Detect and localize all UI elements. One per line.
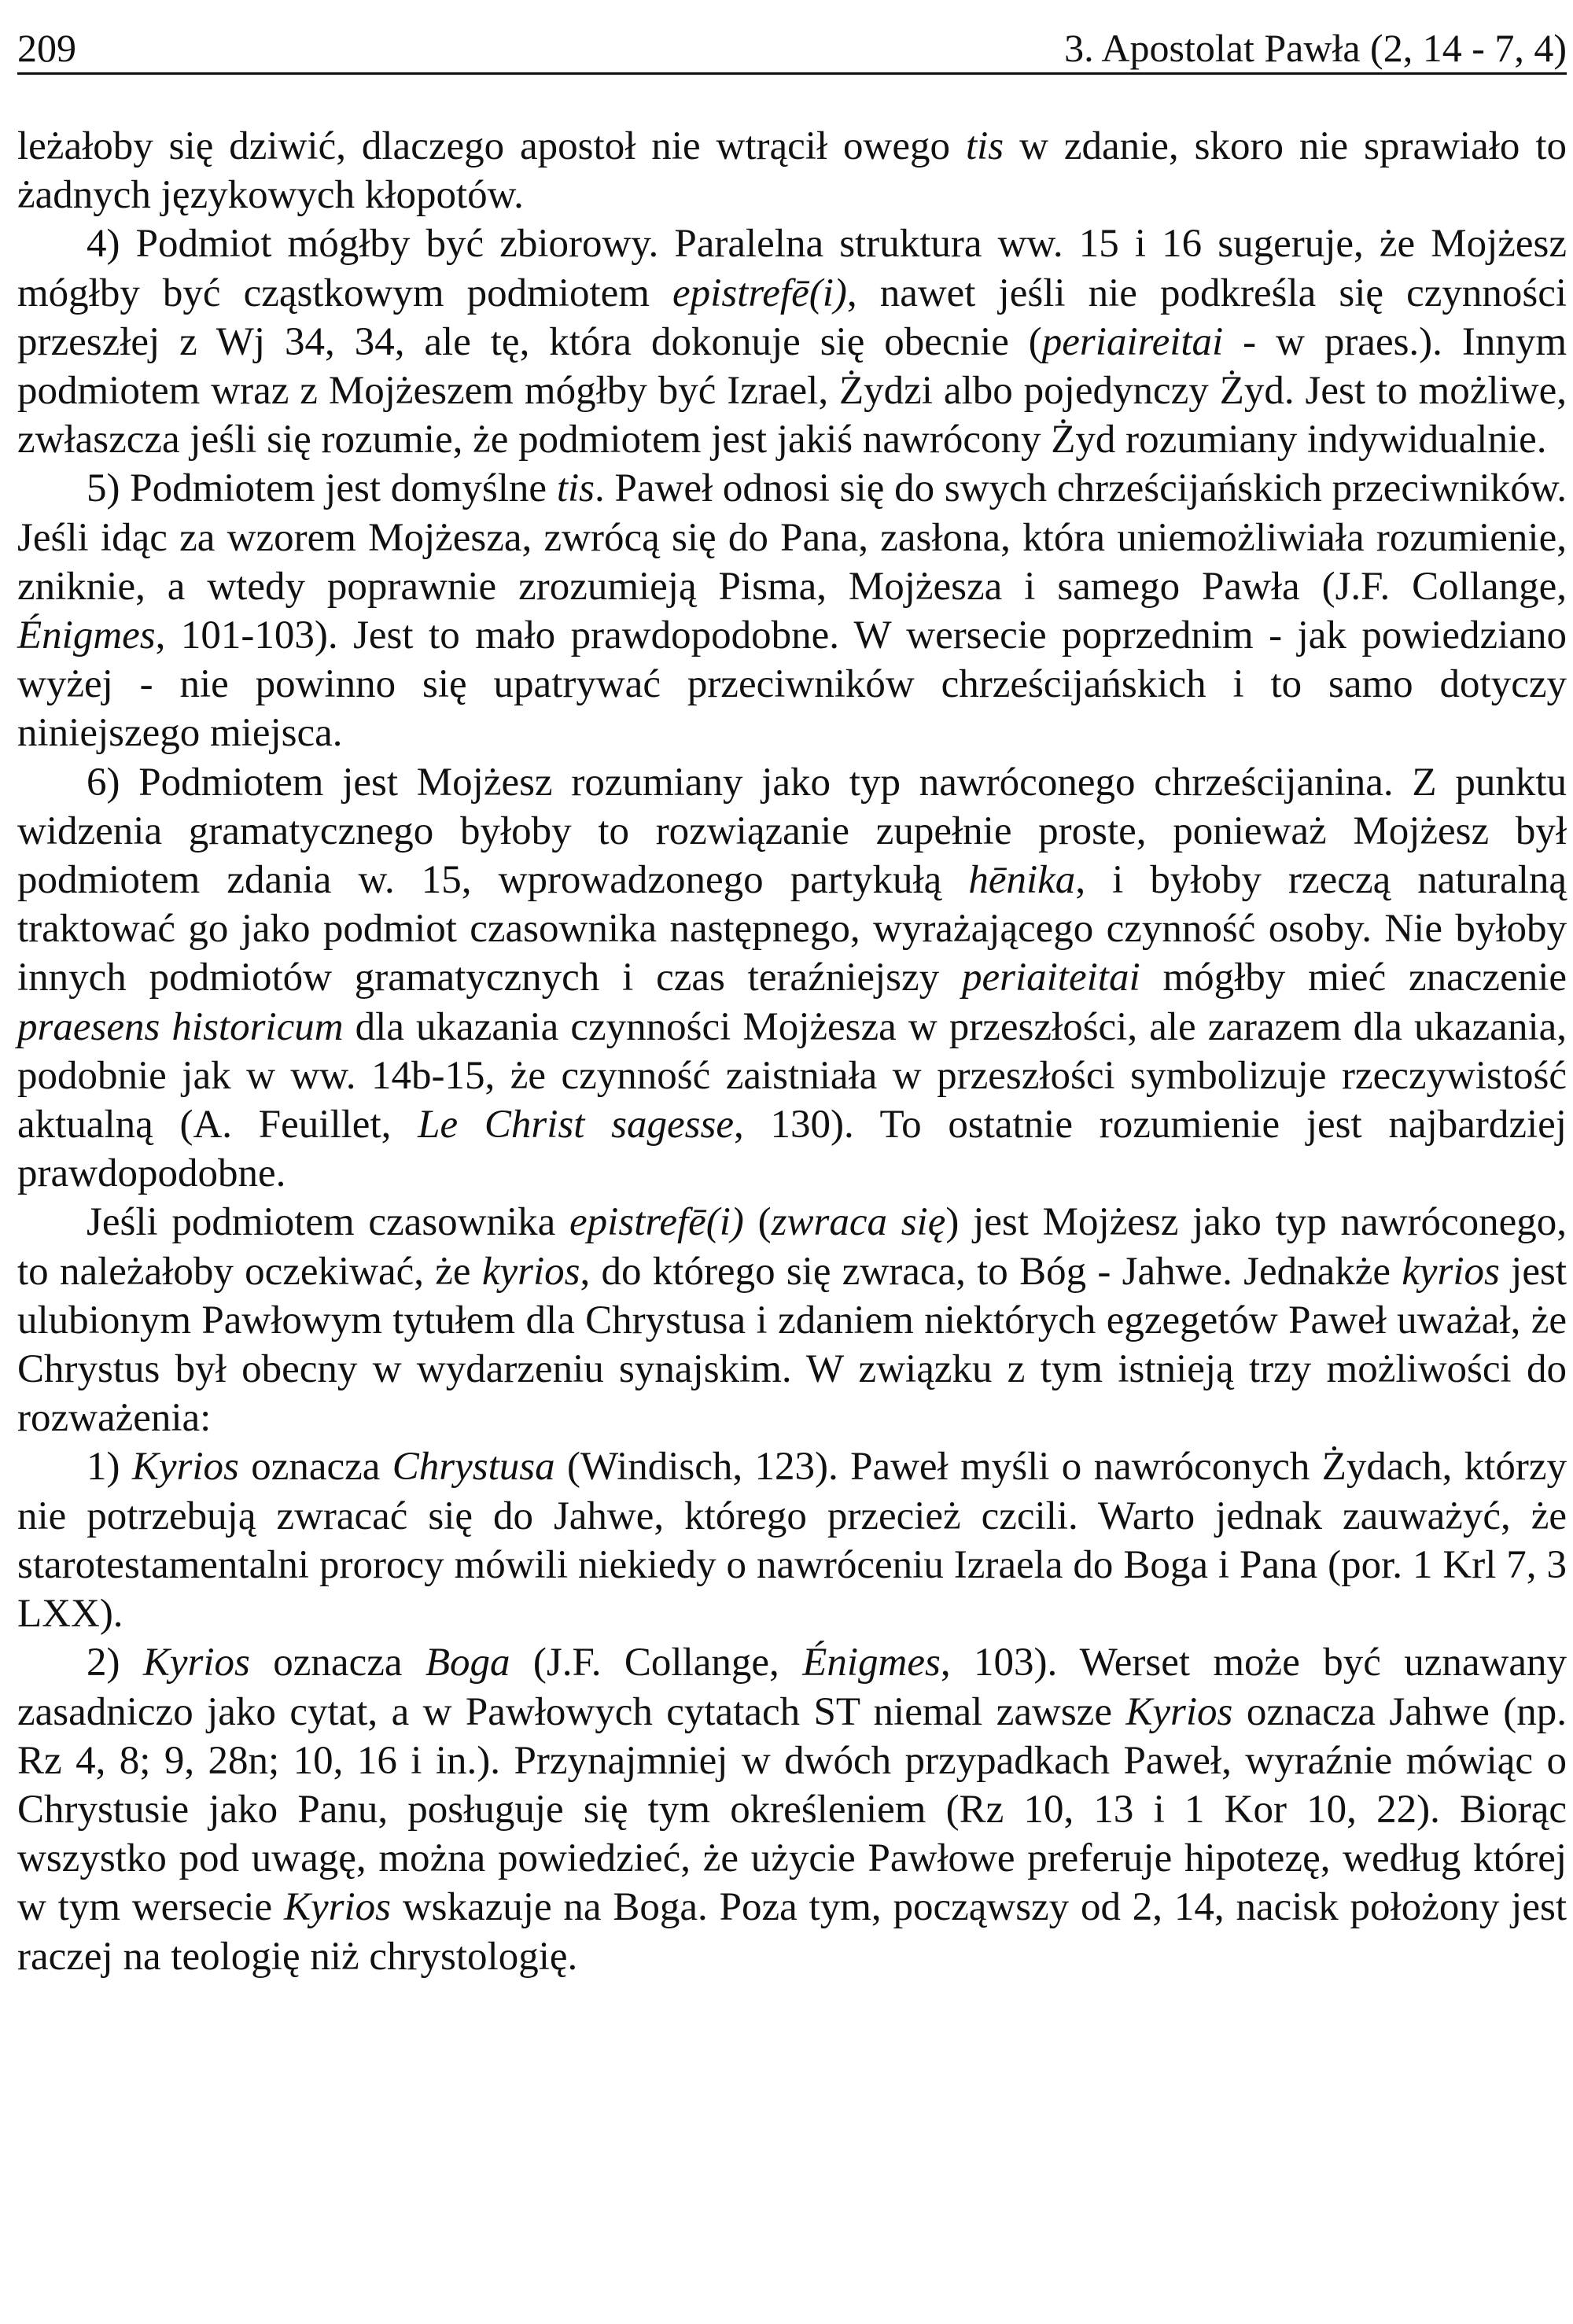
text-run: 2) — [87, 1641, 143, 1685]
text-run: , 103). Werset może być uznawany zasadniczo jako cytat, a w Pawłowych cytatach ST niemal zawsze — [17, 1641, 1567, 1734]
italic-term: Kyrios — [131, 1445, 239, 1490]
document-page — [17, 0, 1567, 2324]
text-run: ) jest Mojżesz jako typ nawróconego, to należałoby oczekiwać, że — [17, 1200, 1567, 1294]
text-run: dla ukazania czynności Mojżesza w przeszłości, ale zarazem dla ukazania, podobnie jak w ww. 14b-15, że czynność zaistniała w przeszłości symbolizuje rzeczywistość aktualną (A. Feuillet, — [17, 1004, 1567, 1147]
paragraph — [17, 219, 1567, 464]
paragraph — [17, 1198, 1567, 1442]
paragraph — [17, 1442, 1567, 1638]
text-run: 1) — [87, 1445, 132, 1490]
italic-term: tis — [556, 466, 595, 511]
italic-term: Énigmes — [17, 613, 156, 658]
text-run: wskazuje na Boga. Poza tym, począwszy od 2, 14, nacisk położony jest raczej na teologię niż chrystologię. — [17, 1885, 1567, 1979]
text-run: oznacza — [249, 1641, 425, 1685]
text-run: oznacza Jahwe (np. Rz 4, 8; 9, 28n; 10, 16 i in.). Przynajmniej w dwóch przypadkach Paweł, wyraźnie mówiąc o Chrystusie jako Panu, posługuje się tym określeniem (Rz 10, 13 i 1 Kor 10, 22). Biorąc wszystko pod uwagę, można powiedzieć, że użycie Pawłowe preferuje hipotezę, według której w tym wersecie — [17, 1689, 1567, 1930]
text-run: w zdanie, skoro nie sprawiało to żadnych językowych kłopotów. — [17, 124, 1567, 218]
text-run: , nawet jeśli nie podkreśla się czynności przeszłej z Wj 34, 34, ale tę, która dokonuje się obecnie ( — [17, 271, 1567, 364]
text-run: mógłby mieć znaczenie — [1140, 956, 1567, 1000]
chapter-title: 3. Apostolat Pawła (2, 14 - 7, 4) — [1064, 26, 1567, 70]
text-run: oznacza — [238, 1445, 392, 1490]
text-run: 5) Podmiotem jest domyślne — [87, 466, 557, 511]
italic-term: Kyrios — [1125, 1689, 1233, 1734]
italic-term: Énigmes — [802, 1641, 941, 1685]
italic-term: Kyrios — [142, 1641, 250, 1685]
italic-term: Boga — [425, 1641, 510, 1685]
italic-term: Chrystusa — [392, 1445, 555, 1490]
italic-term: hēnika — [968, 858, 1076, 903]
paragraph — [17, 464, 1567, 757]
text-run: 4) Podmiot mógłby być zbiorowy. Paralelna struktura ww. 15 i 16 sugeruje, że Mojżesz mógłby być cząstkowym podmiotem — [17, 222, 1567, 315]
italic-term: periaireitai — [1041, 319, 1224, 364]
text-run: - w praes.). Innym podmiotem wraz z Mojżeszem mógłby być Izrael, Żydzi albo pojedynczy Żyd. Jest to możliwe, zwłaszcza jeśli się rozumie, że podmiotem jest jakiś nawrócony Żyd rozumiany indywidualnie. — [17, 319, 1567, 462]
text-run: 6) Podmiotem jest Mojżesz rozumiany jako typ nawróconego chrześcijanina. Z punktu widzenia gramatycznego byłoby to rozwiązanie zupełnie proste, ponieważ Mojżesz był podmiotem zdania w. 15, wprowadzonego partykułą — [17, 760, 1567, 903]
italic-term: epistrefē(i) — [672, 271, 847, 315]
running-header — [17, 24, 1567, 75]
paragraph — [17, 1638, 1567, 1980]
italic-term: Le Christ sagesse — [418, 1103, 734, 1147]
italic-term: epistrefē(i) — [569, 1200, 744, 1245]
text-run: leżałoby się dziwić, dlaczego apostoł nie wtrącił owego — [17, 124, 966, 168]
page-number: 209 — [17, 26, 76, 70]
body-text — [17, 122, 1567, 1981]
text-run: Jeśli podmiotem czasownika — [87, 1200, 570, 1245]
italic-term: tis — [965, 124, 1004, 168]
text-run: ( — [743, 1200, 772, 1245]
text-run: , 130). To ostatnie rozumienie jest najbardziej prawdopodobne. — [17, 1103, 1567, 1196]
text-run: (J.F. Collange, — [510, 1641, 803, 1685]
paragraph — [17, 758, 1567, 1199]
text-run: , i byłoby rzeczą naturalną traktować go jako podmiot czasownika następnego, wyrażającego czynność osoby. Nie byłoby innych podmiotów gramatycznych i czas teraźniejszy — [17, 858, 1567, 1000]
text-run: , 101-103). Jest to mało prawdopodobne. W wersecie poprzednim - jak powiedziano wyżej - nie powinno się upatrywać przeciwników chrześcijańskich i to samo dotyczy niniejszego miejsca. — [17, 613, 1567, 756]
italic-term: kyrios — [1402, 1249, 1500, 1294]
text-run: . Paweł odnosi się do swych chrześcijańskich przeciwników. Jeśli idąc za wzorem Mojżesza, zwrócą się do Pana, zasłona, która uniemożliwiała rozumienie, zniknie, a wtedy poprawnie zrozumieją Pisma, Mojżesza i samego Pawła (J.F. Collange, — [17, 466, 1567, 609]
italic-term: Kyrios — [284, 1885, 392, 1930]
italic-term: zwraca się — [771, 1200, 946, 1245]
italic-term: periaiteitai — [961, 956, 1140, 1000]
paragraph — [17, 122, 1567, 219]
text-run: (Windisch, 123). Paweł myśli o nawróconych Żydach, którzy nie potrzebują zwracać się do Jahwe, którego przecież czcili. Warto jednak zauważyć, że starotestamentalni prorocy mówili niekiedy o nawróceniu Izraela do Boga i Pana (por. 1 Krl 7, 3 LXX). — [17, 1445, 1567, 1637]
text-run: , do którego się zwraca, to Bóg - Jahwe. Jednakże — [580, 1249, 1402, 1294]
italic-term: kyrios — [481, 1249, 580, 1294]
italic-term: praesens historicum — [17, 1004, 344, 1049]
text-run: jest ulubionym Pawłowym tytułem dla Chrystusa i zdaniem niektórych egzegetów Paweł uważał, że Chrystus był obecny w wydarzeniu synajskim. W związku z tym istnieją trzy możliwości do rozważenia: — [17, 1249, 1567, 1441]
